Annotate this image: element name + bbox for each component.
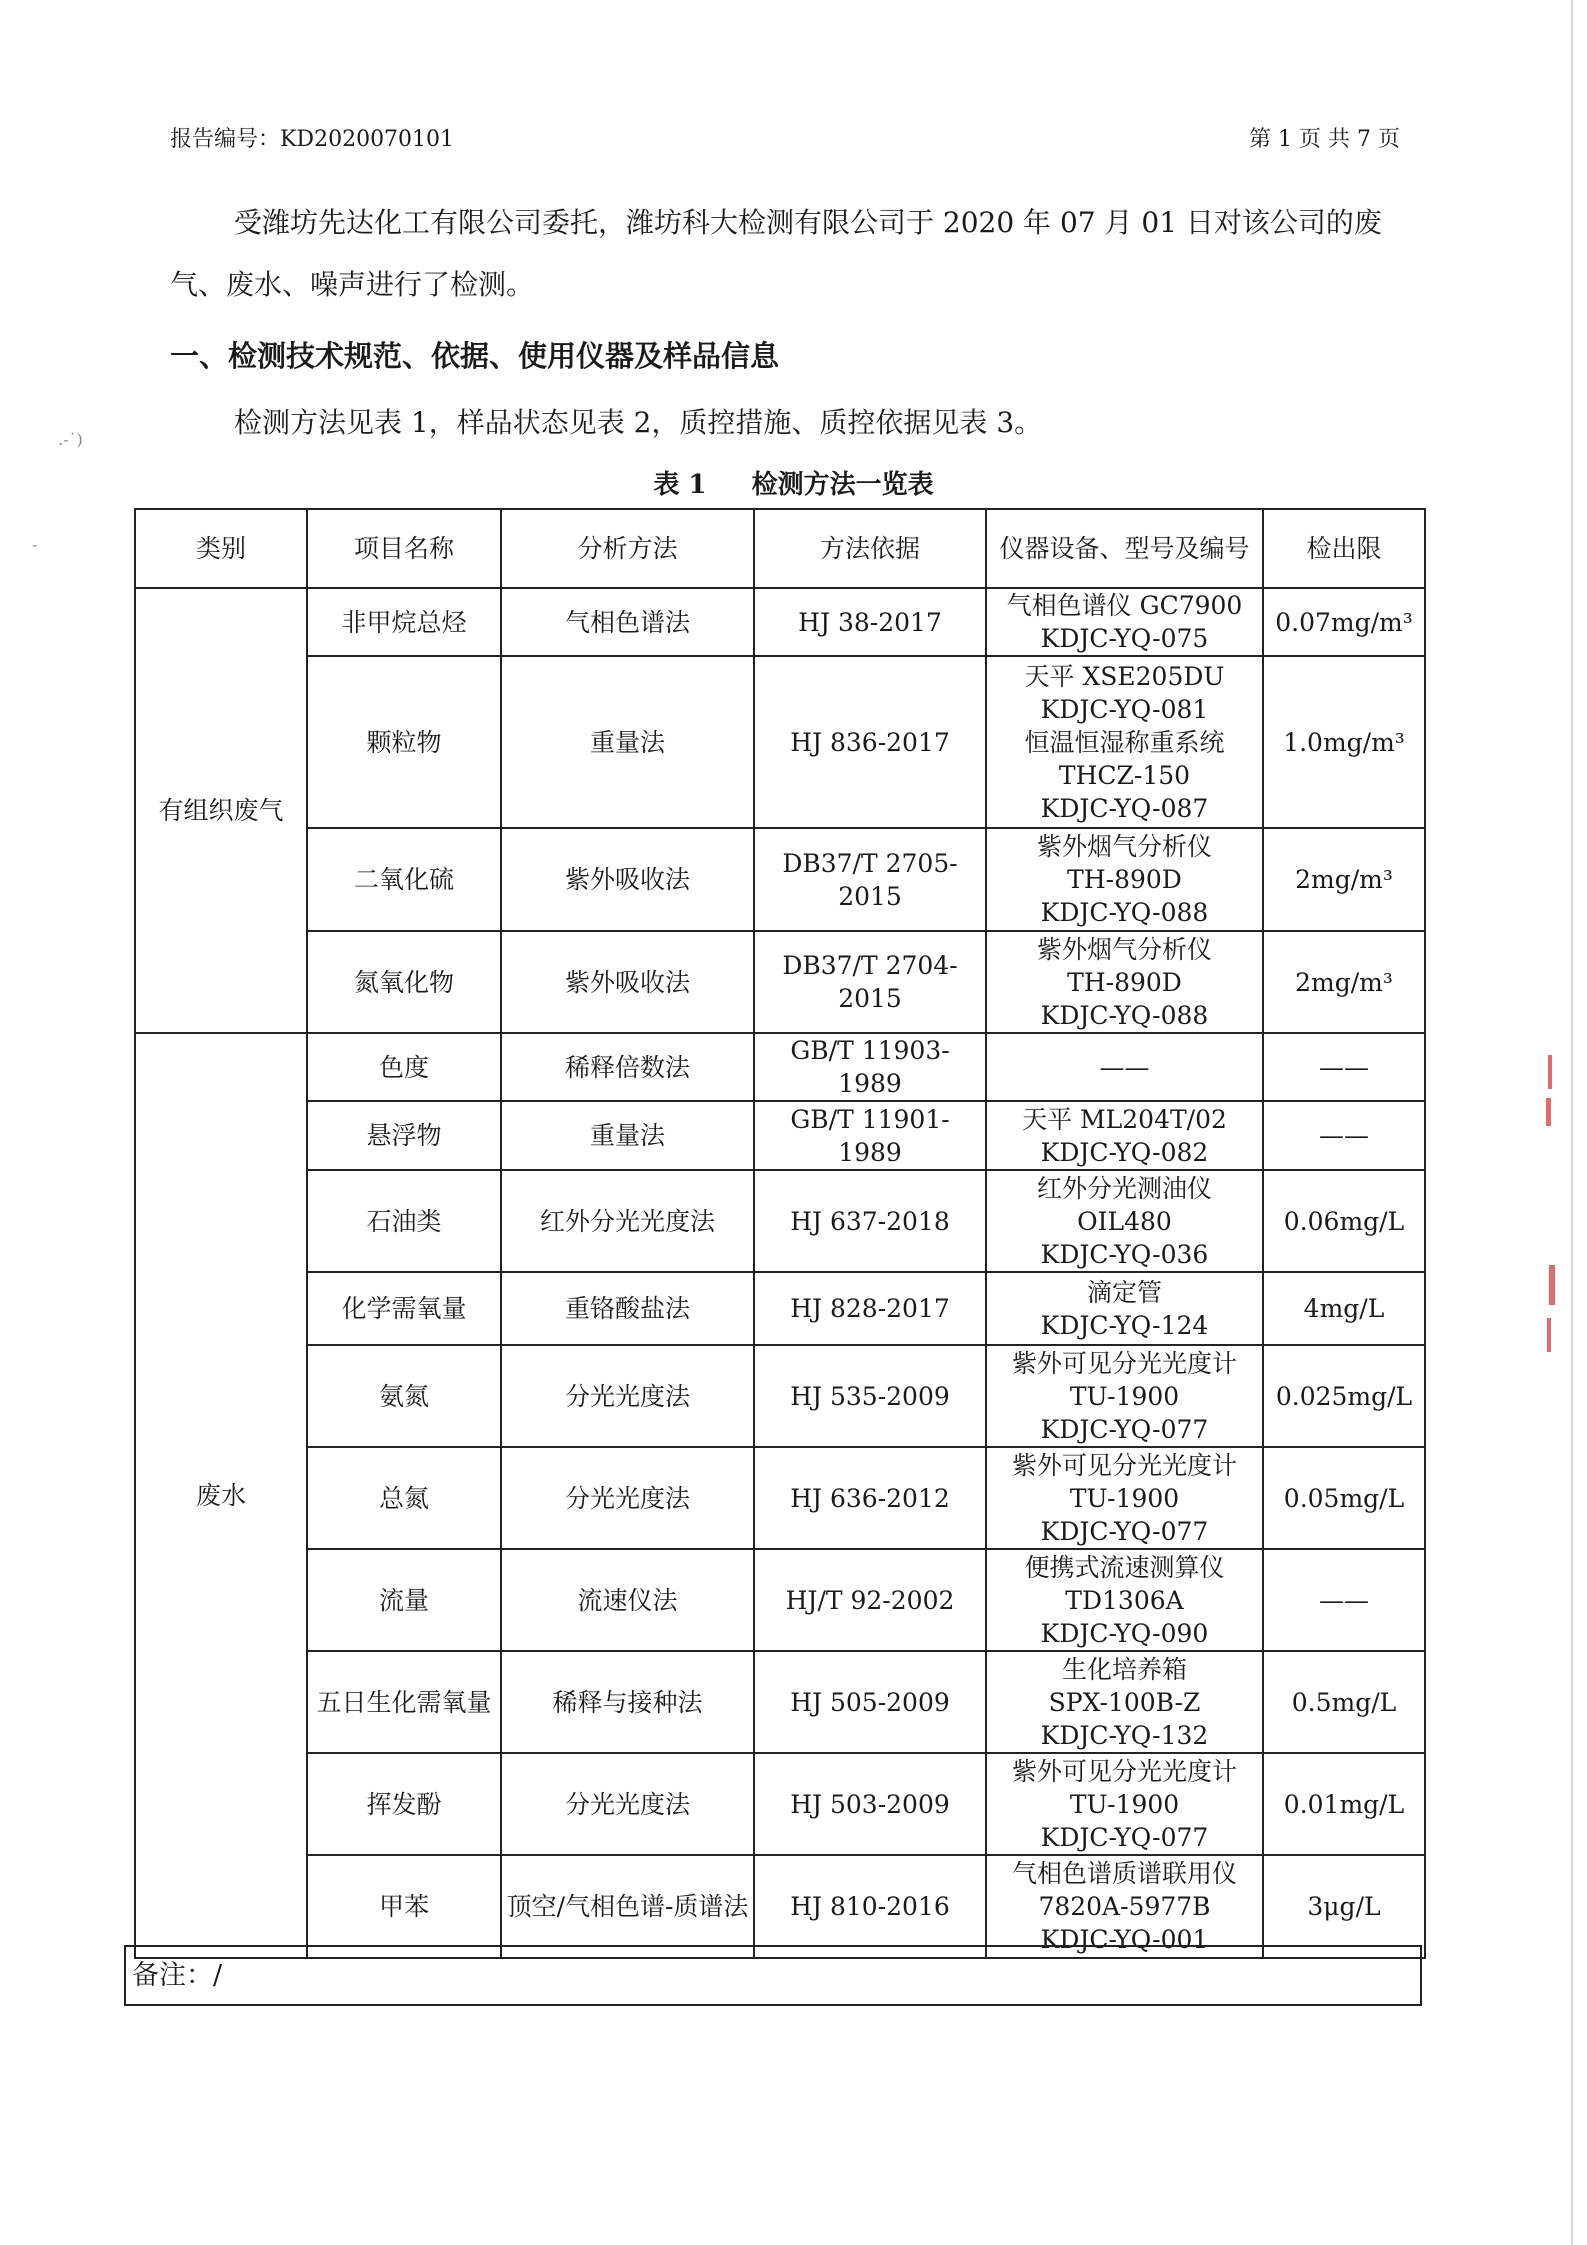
instrument-line: KDJC-YQ-077 bbox=[1040, 1822, 1209, 1852]
instrument-line: KDJC-YQ-088 bbox=[1040, 898, 1209, 927]
instrument-cell bbox=[986, 588, 1263, 656]
instrument-line: 紫外可见分光光度计 bbox=[1011, 1756, 1237, 1786]
instrument-line: 气相色谱仪 GC7900 bbox=[1006, 591, 1243, 620]
instrument-line: TH-890D bbox=[1067, 865, 1182, 894]
method-cell: 稀释与接种法 bbox=[501, 1651, 754, 1753]
table-row bbox=[135, 931, 1425, 1033]
table-number: 表 1 bbox=[653, 470, 707, 500]
method-cell: 紫外吸收法 bbox=[501, 828, 754, 931]
method-cell: 重铬酸盐法 bbox=[501, 1272, 754, 1345]
instrument-line: 7820A-5977B bbox=[1038, 1892, 1211, 1921]
table-header-cell: 方法依据 bbox=[754, 509, 986, 588]
scan-smudge: .-˙) bbox=[58, 430, 83, 449]
table-header-cell: 检出限 bbox=[1263, 509, 1425, 588]
instrument-cell bbox=[986, 828, 1263, 931]
instrument-line: 天平 ML204T/02 bbox=[1022, 1104, 1227, 1134]
instrument-line: KDJC-YQ-077 bbox=[1040, 1414, 1209, 1444]
instrument-line: 滴定管 bbox=[1086, 1277, 1162, 1307]
method-cell: 红外分光光度法 bbox=[501, 1170, 754, 1272]
table-header-cell: 类别 bbox=[135, 509, 307, 588]
instrument-cell bbox=[986, 1753, 1263, 1855]
detection-limit-cell: 2mg/m³ bbox=[1263, 828, 1425, 931]
instrument-line: 红外分光测油仪 bbox=[1036, 1173, 1212, 1203]
item-name-cell: 挥发酚 bbox=[307, 1753, 501, 1855]
instrument-line: TU-1900 bbox=[1069, 1483, 1180, 1513]
method-cell: 重量法 bbox=[501, 1101, 754, 1170]
detection-limit-cell: —— bbox=[1263, 1033, 1425, 1101]
instrument-line: KDJC-YQ-077 bbox=[1040, 1516, 1209, 1546]
instrument-cell bbox=[986, 931, 1263, 1033]
methods-table bbox=[134, 508, 1426, 1959]
detection-limit-cell: 1.0mg/m³ bbox=[1263, 656, 1425, 828]
instrument-line: TU-1900 bbox=[1069, 1381, 1180, 1411]
basis-cell: DB37/T 2704-2015 bbox=[754, 931, 986, 1033]
detection-limit-cell: 3μg/L bbox=[1263, 1855, 1425, 1958]
item-name-cell: 五日生化需氧量 bbox=[307, 1651, 501, 1753]
method-cell: 流速仪法 bbox=[501, 1549, 754, 1651]
table-row bbox=[135, 1447, 1425, 1549]
method-cell: 分光光度法 bbox=[501, 1345, 754, 1447]
basis-cell: HJ 38-2017 bbox=[754, 588, 986, 656]
instrument-cell bbox=[986, 1272, 1263, 1345]
instrument-cell bbox=[986, 1170, 1263, 1272]
item-name-cell: 化学需氧量 bbox=[307, 1272, 501, 1345]
item-name-cell: 氮氧化物 bbox=[307, 931, 501, 1033]
instrument-cell bbox=[986, 1549, 1263, 1651]
basis-cell: HJ/T 92-2002 bbox=[754, 1549, 986, 1651]
instrument-line: KDJC-YQ-082 bbox=[1040, 1137, 1209, 1167]
intro-paragraph: 受潍坊先达化工有限公司委托，潍坊科大检测有限公司于 2020 年 07 月 01 日对该公司的废气、废水、噪声进行了检测。 bbox=[170, 206, 1382, 301]
item-name-cell: 非甲烷总烃 bbox=[307, 588, 501, 656]
instrument-cell bbox=[986, 1345, 1263, 1447]
detection-limit-cell: 0.01mg/L bbox=[1263, 1753, 1425, 1855]
instrument-line: 紫外烟气分析仪 bbox=[1036, 934, 1212, 964]
category-cell: 废水 bbox=[135, 1033, 307, 1958]
instrument-line: SPX-100B-Z bbox=[1048, 1687, 1201, 1717]
instrument-line: —— bbox=[1099, 1052, 1150, 1082]
page-edge bbox=[1571, 0, 1573, 2245]
basis-cell: HJ 810-2016 bbox=[754, 1855, 986, 1958]
instrument-line: 恒温恒湿称重系统 bbox=[1024, 727, 1225, 757]
page-number: 第 1 页 共 7 页 bbox=[1249, 127, 1400, 152]
detection-limit-cell: —— bbox=[1263, 1549, 1425, 1651]
basis-cell: HJ 828-2017 bbox=[754, 1272, 986, 1345]
instrument-line: 生化培养箱 bbox=[1061, 1654, 1187, 1684]
table-row bbox=[135, 1345, 1425, 1447]
item-name-cell: 氨氮 bbox=[307, 1345, 501, 1447]
table-row bbox=[135, 588, 1425, 656]
detection-limit-cell: 0.05mg/L bbox=[1263, 1447, 1425, 1549]
item-name-cell: 总氮 bbox=[307, 1447, 501, 1549]
instrument-cell bbox=[986, 1101, 1263, 1170]
instrument-cell bbox=[986, 656, 1263, 828]
basis-cell: HJ 535-2009 bbox=[754, 1345, 986, 1447]
instrument-line: TH-890D bbox=[1067, 967, 1182, 997]
table-row bbox=[135, 828, 1425, 931]
seal-fragment bbox=[1549, 1265, 1555, 1305]
detection-limit-cell: 4mg/L bbox=[1263, 1272, 1425, 1345]
instrument-line: KDJC-YQ-132 bbox=[1040, 1720, 1209, 1750]
table-header-cell: 分析方法 bbox=[501, 509, 754, 588]
table-header-cell: 项目名称 bbox=[307, 509, 501, 588]
table-row bbox=[135, 1549, 1425, 1651]
item-name-cell: 石油类 bbox=[307, 1170, 501, 1272]
instrument-cell bbox=[986, 1447, 1263, 1549]
instrument-line: KDJC-YQ-001 bbox=[1040, 1925, 1209, 1954]
basis-cell: GB/T 11901-1989 bbox=[754, 1101, 986, 1170]
table-title bbox=[0, 464, 1587, 501]
instrument-line: 紫外烟气分析仪 bbox=[1036, 832, 1212, 861]
seal-fragment bbox=[1546, 1098, 1551, 1126]
method-cell: 气相色谱法 bbox=[501, 588, 754, 656]
detection-limit-cell: 0.5mg/L bbox=[1263, 1651, 1425, 1753]
category-cell: 有组织废气 bbox=[135, 588, 307, 1033]
detection-limit-cell: 0.06mg/L bbox=[1263, 1170, 1425, 1272]
instrument-line: TD1306A bbox=[1065, 1585, 1184, 1615]
methods-table-body bbox=[135, 509, 1425, 1958]
seal-fragment bbox=[1547, 1318, 1551, 1352]
detection-limit-cell: 0.025mg/L bbox=[1263, 1345, 1425, 1447]
method-cell: 分光光度法 bbox=[501, 1447, 754, 1549]
instrument-line: KDJC-YQ-087 bbox=[1040, 793, 1209, 823]
instrument-line: THCZ-150 bbox=[1058, 760, 1191, 790]
detection-limit-cell: —— bbox=[1263, 1101, 1425, 1170]
basis-cell: HJ 637-2018 bbox=[754, 1170, 986, 1272]
table-header-cell: 仪器设备、型号及编号 bbox=[986, 509, 1263, 588]
seal-fragment bbox=[1548, 1055, 1552, 1089]
table-row bbox=[135, 1170, 1425, 1272]
instrument-line: KDJC-YQ-075 bbox=[1040, 624, 1209, 653]
scan-smudge: - bbox=[32, 535, 38, 554]
basis-cell: DB37/T 2705-2015 bbox=[754, 828, 986, 931]
method-cell: 稀释倍数法 bbox=[501, 1033, 754, 1101]
instrument-line: 紫外可见分光光度计 bbox=[1011, 1348, 1237, 1378]
table-row bbox=[135, 1651, 1425, 1753]
table-row bbox=[135, 1101, 1425, 1170]
table-row bbox=[135, 1855, 1425, 1958]
instrument-cell bbox=[986, 1855, 1263, 1958]
instrument-line: 便携式流速测算仪 bbox=[1024, 1552, 1225, 1582]
method-cell: 紫外吸收法 bbox=[501, 931, 754, 1033]
instrument-line: KDJC-YQ-090 bbox=[1040, 1618, 1209, 1648]
instrument-line: KDJC-YQ-081 bbox=[1040, 694, 1209, 724]
method-cell: 重量法 bbox=[501, 656, 754, 828]
basis-cell: HJ 836-2017 bbox=[754, 656, 986, 828]
table-row bbox=[135, 1753, 1425, 1855]
instrument-line: KDJC-YQ-124 bbox=[1040, 1310, 1209, 1340]
table-header-row bbox=[135, 509, 1425, 588]
instrument-line: 紫外可见分光光度计 bbox=[1011, 1450, 1237, 1480]
page-header bbox=[170, 122, 1400, 158]
basis-cell: HJ 503-2009 bbox=[754, 1753, 986, 1855]
item-name-cell: 二氧化硫 bbox=[307, 828, 501, 931]
item-name-cell: 色度 bbox=[307, 1033, 501, 1101]
instrument-line: KDJC-YQ-036 bbox=[1040, 1239, 1209, 1269]
method-cell: 顶空/气相色谱-质谱法 bbox=[501, 1855, 754, 1958]
item-name-cell: 甲苯 bbox=[307, 1855, 501, 1958]
section-intro: 检测方法见表 1，样品状态见表 2，质控措施、质控依据见表 3。 bbox=[234, 406, 1043, 439]
basis-cell: GB/T 11903-1989 bbox=[754, 1033, 986, 1101]
basis-cell: HJ 636-2012 bbox=[754, 1447, 986, 1549]
item-name-cell: 悬浮物 bbox=[307, 1101, 501, 1170]
table-row bbox=[135, 656, 1425, 828]
instrument-line: TU-1900 bbox=[1069, 1789, 1180, 1819]
instrument-line: OIL480 bbox=[1077, 1206, 1172, 1236]
table-row bbox=[135, 1272, 1425, 1345]
report-number: 报告编号：KD2020070101 bbox=[170, 127, 455, 152]
item-name-cell: 流量 bbox=[307, 1549, 501, 1651]
method-cell: 分光光度法 bbox=[501, 1753, 754, 1855]
table-row bbox=[135, 1033, 1425, 1101]
detection-limit-cell: 0.07mg/m³ bbox=[1263, 588, 1425, 656]
instrument-line: 天平 XSE205DU bbox=[1024, 661, 1225, 691]
instrument-cell bbox=[986, 1651, 1263, 1753]
basis-cell: HJ 505-2009 bbox=[754, 1651, 986, 1753]
item-name-cell: 颗粒物 bbox=[307, 656, 501, 828]
instrument-cell bbox=[986, 1033, 1263, 1101]
table-note: 备注：/ bbox=[124, 1945, 1422, 2006]
section-title: 一、检测技术规范、依据、使用仪器及样品信息 bbox=[170, 339, 780, 373]
instrument-line: KDJC-YQ-088 bbox=[1040, 1000, 1209, 1030]
detection-limit-cell: 2mg/m³ bbox=[1263, 931, 1425, 1033]
instrument-line: 气相色谱质谱联用仪 bbox=[1011, 1859, 1237, 1888]
table-caption: 检测方法一览表 bbox=[751, 470, 934, 500]
